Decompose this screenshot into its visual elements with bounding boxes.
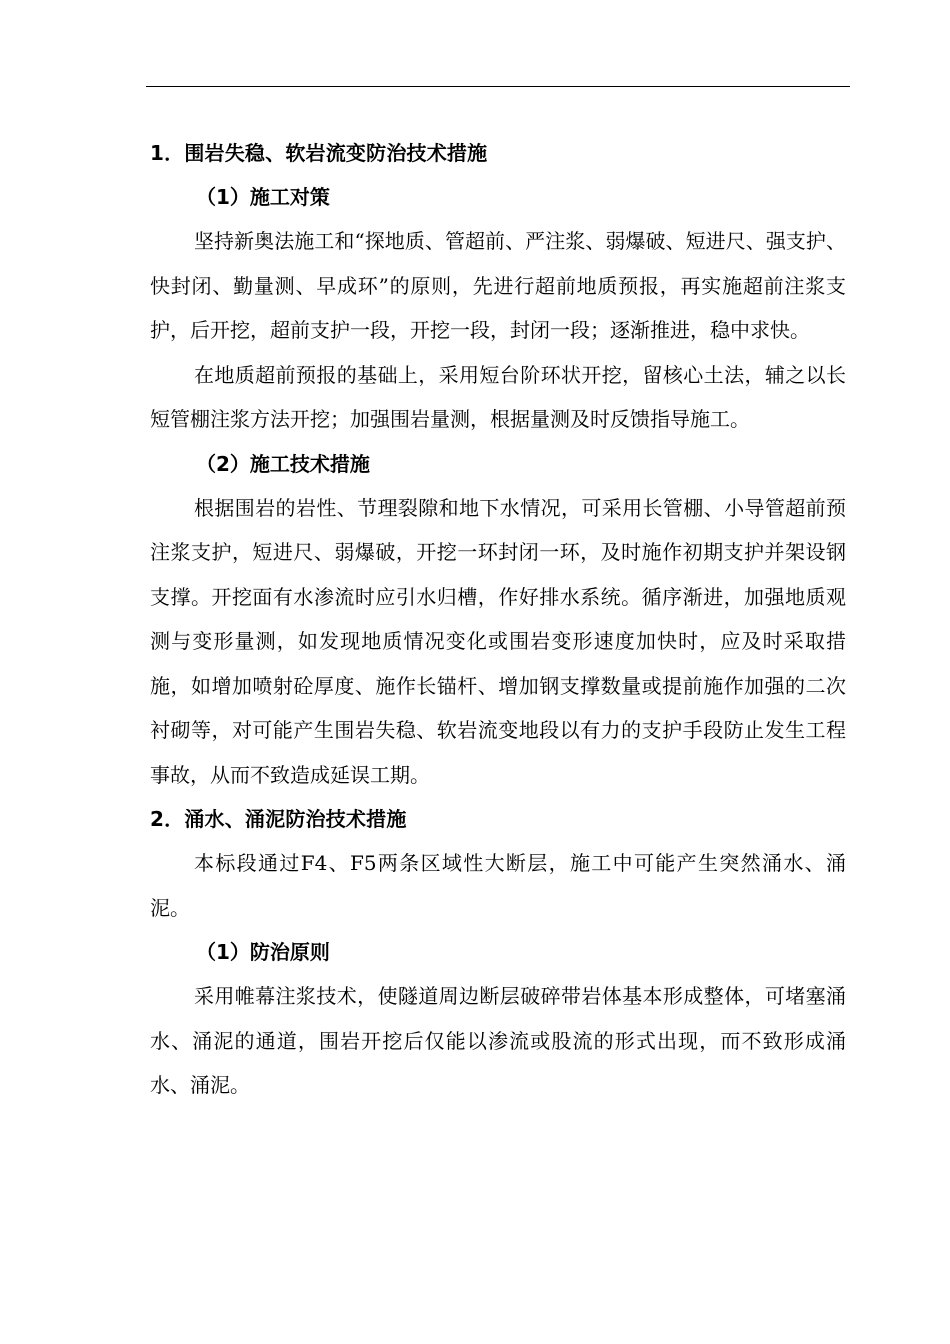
subsection-heading-1-1: （1）施工对策 (196, 185, 330, 209)
paragraph: 本标段通过F4、F5两条区域性大断层，施工中可能产生突然涌水、涌泥。 (150, 851, 846, 920)
subsection-heading-2-1: （1）防治原则 (196, 940, 330, 964)
header-rule (146, 86, 850, 87)
document-body (150, 131, 846, 1108)
paragraph: 在地质超前预报的基础上，采用短台阶环状开挖，留核心土法，辅之以长短管棚注浆方法开挖；加强围岩量测，根据量测及时反馈指导施工。 (150, 362, 846, 431)
paragraph: 坚持新奥法施工和“探地质、管超前、严注浆、弱爆破、短进尺、强支护、快封闭、勤量测、早成环”的原则，先进行超前地质预报，再实施超前注浆支护，后开挖，超前支护一段，开挖一段，封闭一段；逐渐推进，稳中求快。 (150, 229, 846, 342)
paragraph: 采用帷幕注浆技术，使隧道周边断层破碎带岩体基本形成整体，可堵塞涌水、涌泥的通道，围岩开挖后仅能以渗流或股流的形式出现，而不致形成涌水、涌泥。 (150, 984, 846, 1097)
section-heading-2: 2．涌水、涌泥防治技术措施 (150, 807, 407, 831)
subsection-heading-1-2: （2）施工技术措施 (196, 451, 370, 476)
section-heading-1: 1．围岩失稳、软岩流变防治技术措施 (150, 141, 488, 165)
paragraph: 根据围岩的岩性、节理裂隙和地下水情况，可采用长管棚、小导管超前预注浆支护，短进尺、弱爆破，开挖一环封闭一环，及时施作初期支护并架设钢支撑。开挖面有水渗流时应引水归槽，作好排水系统。循序渐进，加强地质观测与变形量测，如发现地质情况变化或围岩变形速度加快时，应及时采取措施，如增加喷射砼厚度、施作长锚杆、增加钢支撑数量或提前施作加强的二次衬砌等，对可能产生围岩失稳、软岩流变地段以有力的支护手段防止发生工程事故，从而不致造成延误工期。 (150, 495, 846, 787)
